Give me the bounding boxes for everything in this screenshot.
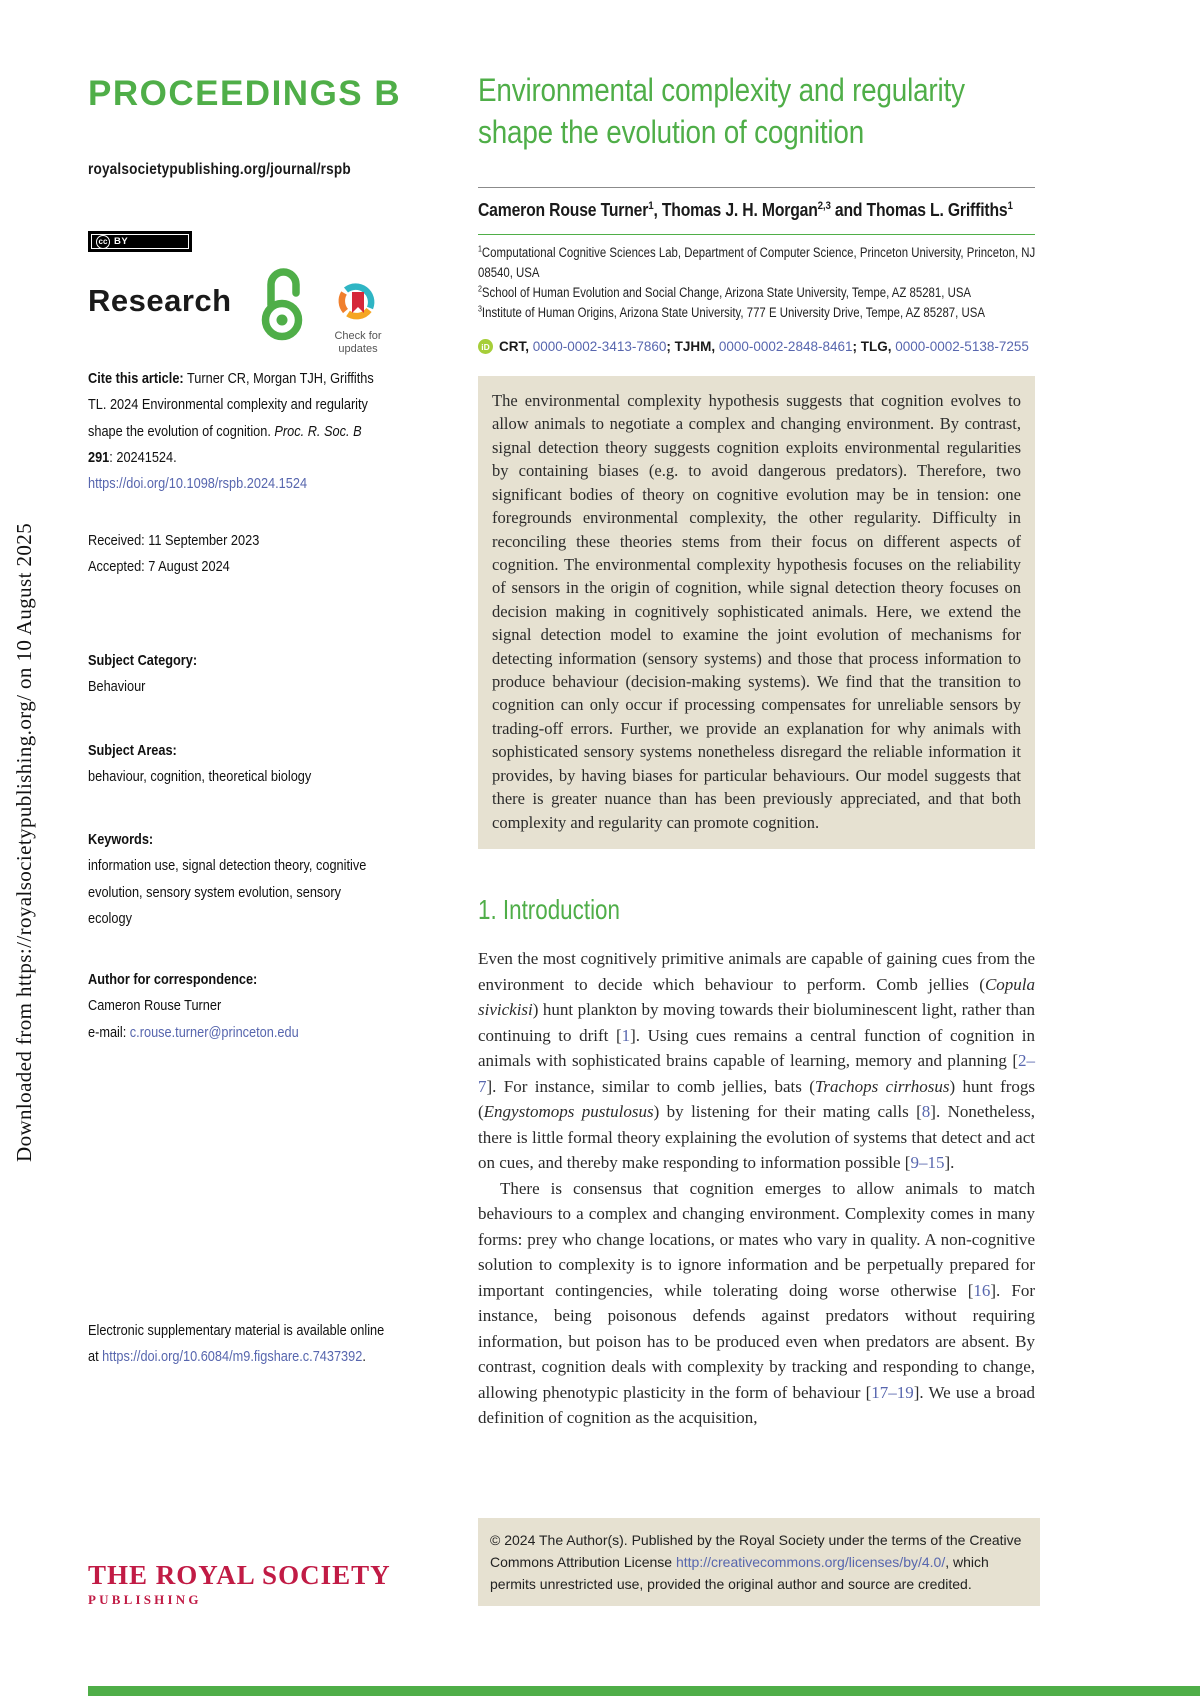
correspondence-label: Author for correspondence: [88, 971, 258, 988]
cite-section [88, 366, 387, 497]
introduction-body [478, 946, 1035, 1431]
copyright-footer: © 2024 The Author(s). Published by the Royal Society under the terms of the Creative Commons Attribution License http://creativecommons.org/licenses/by/4.0/, which permits unrestricted use, provided the original author and source are credited. [478, 1518, 1040, 1606]
citation-ref[interactable]: 1 [621, 1025, 631, 1045]
esm-doi-link[interactable]: https://doi.org/10.6084/m9.figshare.c.7437392 [102, 1348, 363, 1366]
green-divider-rule [478, 234, 1035, 235]
check-updates-caption: Check for updates [334, 330, 382, 355]
subject-areas-section [88, 738, 387, 791]
bottom-accent-bar [88, 1686, 1200, 1696]
orcid-id-link[interactable]: 0000-0002-3413-7860 [532, 339, 667, 354]
cc-by-license-badge[interactable] [88, 231, 192, 252]
cc-icon: cc [96, 235, 110, 249]
citation-ref[interactable]: 8 [921, 1102, 931, 1121]
cite-text: Cite this article: Turner CR, Morgan TJH, Griffiths TL. 2024 Environmental complexity and regularity shape the evolution of cognition. Proc. R. Soc. B 291: 20241524. [88, 370, 374, 466]
keywords-value: information use, signal detection theory, cognitive evolution, sensory system evolution, sensory ecology [88, 857, 367, 927]
license-link[interactable]: http://creativecommons.org/licenses/by/4.0/ [675, 1554, 946, 1571]
keywords-section [88, 827, 387, 932]
royal-society-logo [88, 1560, 391, 1608]
download-notice: Downloaded from https://royalsocietypublishing.org/ on 10 August 2025 [12, 522, 36, 1162]
author-name: Thomas L. Griffiths [866, 199, 1008, 220]
publisher-name: THE ROYAL SOCIETY [88, 1560, 391, 1590]
orcid-id-link[interactable]: 0000-0002-5138-7255 [895, 339, 1029, 354]
orcid-id-link[interactable]: 0000-0002-2848-8461 [718, 339, 853, 354]
intro-paragraph-2: There is consensus that cognition emerges to allow animals to match behaviours to a complex and changing environment. Complexity comes in many forms: prey who change locations, or mates who vary in quality. A non-cognitive solution to complexity is to ignore information and be perpetually prepared for important contingencies, while tolerating doing worse otherwise [16]. For instance, being poisonous defends against predators without requiring information, but poison has to be produced even when predators are absent. By contrast, cognition deals with complexity by tracking and responding to change, allowing phenotypic plasticity in the form of behaviour [17–19]. We use a broad definition of cognition as the acquisition, [478, 1178, 1036, 1427]
esm-section [88, 1318, 387, 1371]
affiliation-item: $^2$School of Human Evolution and Social Change, Arizona State University, Tempe, AZ 85281, USA [478, 283, 972, 300]
subject-category-label: Subject Category: [88, 652, 198, 669]
received-date: Received: 11 September 2023 [88, 532, 260, 549]
email-link[interactable]: c.rouse.turner@princeton.edu [129, 1023, 299, 1041]
check-for-updates-badge[interactable] [316, 280, 400, 355]
subject-category-value: Behaviour [88, 678, 146, 696]
affiliation-item: $^1$Computational Cognitive Sciences Lab, Department of Computer Science, Princeton University, Princeton, NJ 08540, USA [478, 243, 1036, 280]
publisher-subname: PUBLISHING [88, 1592, 202, 1607]
section-research-label: Research [88, 283, 232, 318]
intro-paragraph-1: Even the most cognitively primitive animals are capable of gaining cues from the environment to decide which behaviour to perform. Comb jellies (Copula sivickisi) hunt plankton by moving towards their bioluminescent light, rather than continuing to drift [1]. Using cues remains a central function of cognition in animals with sophisticated brains capable of learning, memory and planning [2–7]. For instance, similar to comb jellies, bats (Trachops cirrhosus) hunt frogs (Engystomops pustulosus) by listening for their mating calls [8]. Nonetheless, there is little formal theory explaining the evolution of systems that detect and act on cues, and thereby make responding to information possible [9–15]. [478, 949, 1036, 1172]
citation-ref[interactable]: 2–7 [478, 1051, 1035, 1096]
correspondence-email-line: e-mail: c.rouse.turner@princeton.edu [88, 1023, 299, 1041]
citation-ref[interactable]: 16 [973, 1280, 991, 1300]
subject-category-section [88, 648, 387, 701]
dates-section [88, 528, 387, 581]
esm-text: Electronic supplementary material is available online at https://doi.org/10.6084/m9.figshare.c.7437392. [88, 1322, 385, 1366]
subject-areas-value: behaviour, cognition, theoretical biology [88, 768, 312, 786]
author-name: Thomas J. H. Morgan [661, 199, 818, 220]
open-access-icon [261, 262, 307, 347]
orcid-icon: iD [478, 339, 493, 354]
article-title: Environmental complexity and regularity shape the evolution of cognition [478, 72, 965, 150]
affiliation-item: $^3$Institute of Human Origins, Arizona State University, 777 E University Drive, Tempe, AZ 85287, USA [478, 303, 985, 320]
cc-by-label: BY [114, 236, 129, 247]
orcid-line: iD CRT, 0000-0002-3413-7860 ; TJHM, 0000-0002-2848-8461 ; TLG, 0000-0002-5138-7255 [478, 339, 1029, 354]
citation-ref[interactable]: 17–19 [871, 1382, 914, 1402]
authors-line: Cameron Rouse Turner$^1$, Thomas J. H. Morgan$^{2,3}$ and Thomas L. Griffiths$^1$ [478, 199, 1013, 220]
abstract: The environmental complexity hypothesis suggests that cognition evolves to allow animals to negotiate a complex and changing environment. By contrast, signal detection theory suggests cognition exploits environmental regularities by containing biases (e.g. to avoid dangerous predators). Therefore, two significant bodies of theory on cognitive evolution may be in tension: one foregrounds environmental complexity, the other regularity. Difficulty in reconciling these theories stems from their focus on different aspects of cognition. The environmental complexity hypothesis focuses on the reliability of sensors in the origin of cognition, while signal detection theory focuses on decision making in cognitively sophisticated animals. Here, we extend the signal detection model to examine the joint evolution of mechanisms for detecting information (sensory systems) and those that process information to produce behaviour (decision-making systems). We find that the transition to cognition can only occur if processing compensates for unreliable sensors by trading-off errors. Further, we provide an explanation for why animals with sophisticated sensory systems nonetheless disregard the reliable information it provides, by having biases for particular behaviours. Our model suggests that there is greater nuance than has been previously appreciated, and that both complexity and regularity can promote cognition. [478, 376, 1035, 849]
article-doi-link[interactable]: https://doi.org/10.1098/rspb.2024.1524 [88, 475, 308, 492]
author-name: Cameron Rouse Turner [478, 199, 649, 220]
citation-ref[interactable]: 9–15 [910, 1153, 945, 1172]
journal-url[interactable]: royalsocietypublishing.org/journal/rspb [88, 161, 351, 178]
subject-areas-label: Subject Areas: [88, 742, 177, 759]
keywords-label: Keywords: [88, 831, 154, 848]
crossmark-icon [336, 280, 380, 324]
section-heading-introduction: 1. Introduction [478, 894, 620, 925]
correspondence-name: Cameron Rouse Turner [88, 997, 222, 1015]
affiliations [478, 243, 1036, 323]
journal-masthead: PROCEEDINGS B [88, 74, 402, 113]
divider-rule [478, 187, 1035, 188]
correspondence-section [88, 967, 387, 1046]
accepted-date: Accepted: 7 August 2024 [88, 558, 230, 576]
